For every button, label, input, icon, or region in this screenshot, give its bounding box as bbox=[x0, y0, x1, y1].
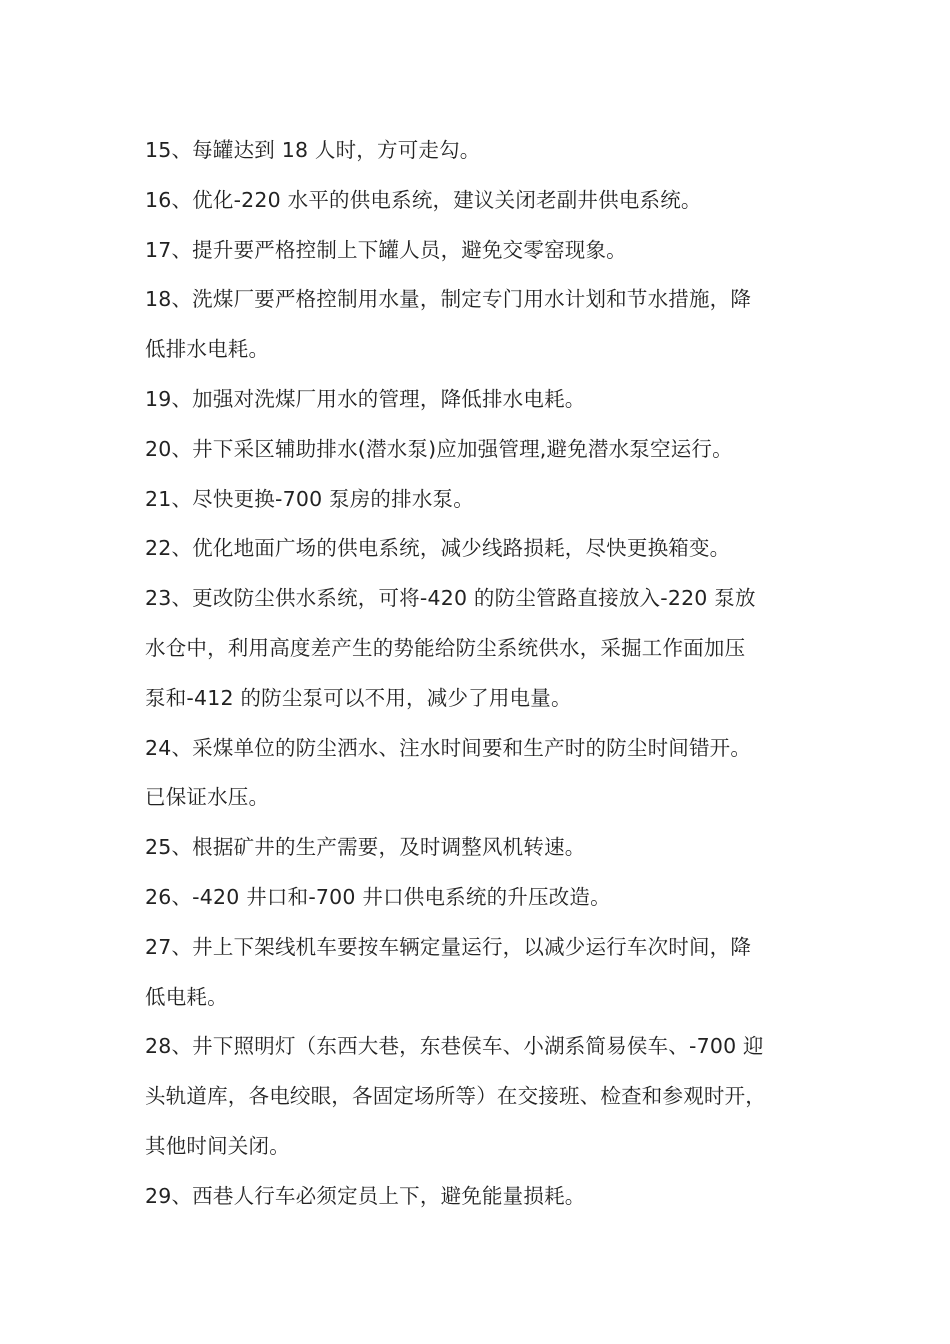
text-line: 19、加强对洗煤厂用水的管理，降低排水电耗。 bbox=[145, 386, 586, 411]
text-line: 18、洗煤厂要严格控制用水量，制定专门用水计划和节水措施，降 bbox=[145, 287, 752, 312]
text-line: 水仓中，利用高度差产生的势能给防尘系统供水，采掘工作面加压 bbox=[145, 635, 746, 660]
text-line: 22、优化地面广场的供电系统，减少线路损耗，尽快更换箱变。 bbox=[145, 536, 731, 561]
document-body bbox=[145, 126, 810, 1222]
text-line: 28、井下照明灯（东西大巷，东巷侯车、小湖系简易侯车、-700 迎 bbox=[145, 1034, 764, 1059]
text-line: 低电耗。 bbox=[145, 984, 228, 1009]
text-line: 20、井下采区辅助排水(潜水泵)应加强管理,避免潜水泵空运行。 bbox=[145, 436, 733, 461]
text-line: 23、更改防尘供水系统，可将-420 的防尘管路直接放入-220 泵放 bbox=[145, 586, 756, 611]
text-line: 低排水电耗。 bbox=[145, 337, 270, 362]
text-line: 头轨道库，各电绞眼，各固定场所等）在交接班、检查和参观时开， bbox=[145, 1084, 766, 1109]
text-line: 24、采煤单位的防尘洒水、注水时间要和生产时的防尘时间错开。 bbox=[145, 735, 752, 760]
text-line: 25、根据矿井的生产需要，及时调整风机转速。 bbox=[145, 835, 586, 860]
text-line: 16、优化-220 水平的供电系统，建议关闭老副井供电系统。 bbox=[145, 187, 702, 212]
text-line: 29、西巷人行车必须定员上下，避免能量损耗。 bbox=[145, 1183, 586, 1208]
text-line: 27、井上下架线机车要按车辆定量运行，以减少运行车次时间，降 bbox=[145, 934, 752, 959]
text-line: 其他时间关闭。 bbox=[145, 1133, 290, 1158]
text-line: 17、提升要严格控制上下罐人员，避免交零窑现象。 bbox=[145, 237, 627, 262]
text-line: 21、尽快更换-700 泵房的排水泵。 bbox=[145, 486, 474, 511]
text-line: 26、-420 井口和-700 井口供电系统的升压改造。 bbox=[145, 884, 611, 909]
text-line: 泵和-412 的防尘泵可以不用，减少了用电量。 bbox=[145, 685, 572, 710]
text-line: 已保证水压。 bbox=[145, 785, 270, 810]
text-line: 15、每罐达到 18 人时，方可走勾。 bbox=[145, 138, 481, 162]
